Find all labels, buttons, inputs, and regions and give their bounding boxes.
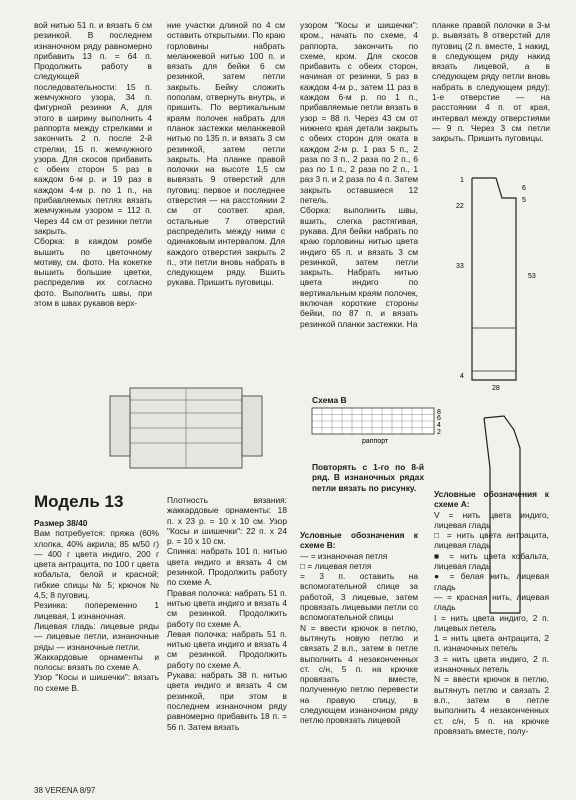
legend-b-item-1: — = изнаночная петля: [300, 550, 388, 561]
legend-b: [300, 530, 418, 726]
page-footer: 38 VERENA 8/97: [34, 786, 96, 795]
legend-a-item-5: — = красная нить, лицевая гладь: [434, 591, 549, 613]
right-front-text: Правая полочка: набрать 51 п. нитью цвета индиго и вязать 4 см резинкой. Продолжить работу по схеме А.: [167, 587, 287, 629]
legend-a-item-3: ■ = нить цвета кобальта, лицевая гладь: [434, 550, 549, 572]
density-text: Плотность вязания: жаккардовые орнаменты: 18 п. x 23 р. = 10 x 10 см. Узор "Косы и шишечки": 22 п. x 24 р. = 10 x 10 см.: [167, 495, 287, 547]
schema-row-4: 4: [437, 422, 441, 429]
schema-row-8: 8: [437, 409, 441, 416]
legend-a-item-1: V = нить цвета индиго, лицевая гладь: [434, 509, 549, 530]
col2-top-text: [167, 20, 285, 288]
legend-a-item-6: I = нить цвета индиго, 2 п. лицевых петель: [434, 612, 549, 633]
legend-a-item-4: ● = белая нить, лицевая гладь: [434, 571, 549, 592]
legend-a-item-7: 1 = нить цвета антрацита, 2 п. изначочных петель: [434, 633, 549, 654]
schema-row-6: 6: [437, 415, 441, 422]
legend-a-title: Условные обозначения к схеме А:: [434, 489, 549, 510]
schema-b-note: Повторять с 1-го по 8-й ряд. В изнаночных рядах петли вязать по рисунку.: [312, 462, 424, 493]
model-title: Модель 13: [34, 492, 124, 511]
col3-paragraph-1: узором "Косы и шишечки": кром., начать по схеме, 4 раппорта, закончить по схеме, кром. Для скосов прибавить с обеих сторон, начиная от резинки, 5 раз в каждом 4-м р., затем 11 раз в каждом 6-м р. по 1 п., прибавляемые петли вязать в узор = 88 п. Через 43 см от нижнего края детали закрыть с обеих сторон для оката в каждом 2-м р. 1 раз 5 п., 2 раза по 3 п., 2 раза по 2 п., 6 раз по 1 п., 2 раза по 2 п., 1 раз 3 п. и 2 раза по 4 п. Затем закрыть оставшиеся 12 петель.: [300, 20, 418, 206]
col1-top-text: [34, 20, 152, 308]
legend-b-item-4: N = ввести крючок в петлю, вытянуть новую петлю и связать 2 в.п., затем в петле выполнить 4 незаконченных ст. с/н, 5 п. на крючке провязать вместе, полученную петлю перевести на правую спицу, в следующем изнаночном ряду петлю провязать лицевой: [300, 622, 418, 726]
col4-top-text: [432, 20, 550, 144]
sleeves-text: Рукава: набрать 38 п. нитью цвета индиго и вязать 4 см резинкой, при этом в последнем изнаночном ряду равномерно прибавить 18 п. = 56 п. Затем вязать: [167, 670, 287, 732]
cable-text: Узор "Косы и шишечки": вязать по схеме В.: [34, 672, 159, 693]
diagram-label-4a: 4: [460, 373, 464, 380]
legend-a-item-8: 3 = нить цвета индиго, 2 п. изнаночных петель: [434, 653, 549, 675]
diagram-label-53: 53: [528, 273, 536, 280]
col1-paragraph-2: Сборка: в каждом ромбе вышить по цветочному мотиву, см. фото. На кокетке вышить большие цветки, распределив их согласно фото. Выполнить швы, при этом в швах рукавов верх-: [34, 236, 152, 309]
rib-text: Резинка: попеременно 1 лицевая, 1 изнаночная.: [34, 600, 159, 621]
schema-row-2: 2: [437, 429, 441, 436]
col4-paragraph-1: планке правой полочки в 3-м р. вывязать 8 отверстий для пуговиц (2 п. вместе, 1 накид, в следующем ряду накид вязать лицевой, а в следующем ряду петли вновь набрать в следующем ряду): 1-е отверстие — на расстоянии 4 п. от края, интервал между отверстиями — 9 п. Через 3 см петли закрыть. Пришить пуговицы.: [432, 20, 550, 144]
legend-b-title: Условные обозначения к схеме В:: [300, 530, 418, 551]
diagram-label-1: 1: [460, 177, 464, 184]
col1-paragraph-1: вой нитью 51 п. и вязать 6 см резинкой. В последнем изнаночном ряду равномерно прибавить 13 п. = 64 п. Продолжить работу в следующей последовательности: 15 п. жемчужного узора, 34 п. фигурной резинки А, для этого в ширину выполнить 4 раппорта между стрелками и закончить 2 п. после 2-й стрелки, 15 п. жемчужного узора. Для скосов прибавить с обеих сторон 5 раз в каждом 6-м р. и 19 раз в каждом 4-м р. по 1 п., на прибавляемых петлях вязать жемчужным узором = 112 п. Через 44 см от резинки петли закрыть.: [34, 20, 152, 236]
sleeve-left: [110, 396, 130, 456]
diagram-label-6: 6: [522, 185, 526, 192]
col3-paragraph-2: Сборка: выполнить швы, вшить, слегка растягивая, рукава. Для бейки набрать по краю горловины нитью цвета индиго 65 п. и вязать 3 см резинкой, затем петли закрыть. Набрать нитью цвета индиго по вертикальным краям полочек, включая короткие стороны бейки, по 87 п. и вязать резинкой планки застежки. На: [300, 205, 418, 329]
rapport-label: раппорт: [362, 438, 389, 445]
col3-top-text: [300, 20, 418, 329]
sweater-pattern-diagram: [432, 168, 552, 468]
diagram-label-22: 22: [456, 203, 464, 210]
model-details: [34, 518, 159, 693]
cardigan-illustration: [110, 378, 262, 478]
legend-a-item-9: N = ввести крючок в петлю, вытянуть петлю и связать 2 в.п., затем в петле выполнить 4 незаконченных ст. с/н, 5 п. на крючке провязать вместе, полу-: [434, 674, 549, 736]
materials-text: Вам потребуется: пряжа (60% хлопка, 40% акрила; 85 м/50 г) — 400 г цвета индиго, 200 г цвета антрацита, по 100 г цвета кобальта, белой и красной; гибкие спицы № 5; крючок № 4,5; 8 пуговиц.: [34, 528, 159, 601]
diagram-label-28: 28: [492, 385, 500, 392]
legend-a-item-2: □ = нить цвета антрацита, лицевая гладь: [434, 530, 549, 551]
diagram-label-33: 33: [456, 263, 464, 270]
col2-bottom-text: [167, 495, 287, 732]
left-front-text: Левая полочка: набрать 51 п. нитью цвета индиго и вязать 4 см резинкой. Продолжить работу по схеме А.: [167, 628, 287, 670]
schema-b-title: Схема В: [312, 395, 347, 405]
size-line: Размер 38/40: [34, 518, 88, 528]
legend-a: [434, 489, 549, 736]
col2-paragraph-1: ние участки длиной по 4 см оставить открытыми. По краю горловины набрать меланжевой нитью 100 п. и вязать для бейки 6 см резинкой, затем петли закрыть. Бейку сложить пополам, отвернуть внутрь, и пришить. По вертикальным краям полочек набрать для планок застежки меланжевой нитью по 135 п. и вязать 3 см резинкой, затем петли закрыть. На планке правой полочки на высоте 1,5 см вывязать 9 отверстий для пуговиц: первое и последнее отверстия — на расстоянии 2 см от соответ. края, остальные 7 отверстий распределить между ними с одинаковым интервалом. Для каждого отверстия закрыть 2 п., эти петли вновь набрать в следующем ряду. Вшить рукава. Пришить пуговицы.: [167, 20, 285, 288]
stockinette-text: Лицевая гладь: лицевые ряды — лицевые петли, изнаночные ряды — изнаночные петли.: [34, 620, 159, 652]
jacquard-text: Жаккардовые орнаменты и полосы: вязать по схеме А.: [34, 651, 159, 673]
legend-b-item-3: = 3 п. оставить на вспомогательной спице за работой, 3 лицевые, затем провязать лицевыми петли со вспомогательной спицы: [300, 571, 418, 623]
sleeve-right: [242, 396, 262, 456]
schema-b-grid: [312, 408, 442, 444]
legend-b-item-2: □ = лицевая петля: [300, 560, 372, 571]
body-outline: [472, 178, 516, 380]
back-text: Спинка: набрать 101 п. нитью цвета индиго и вязать 4 см резинкой. Продолжить работу по схеме А.: [167, 546, 287, 588]
diagram-label-5: 5: [522, 197, 526, 204]
